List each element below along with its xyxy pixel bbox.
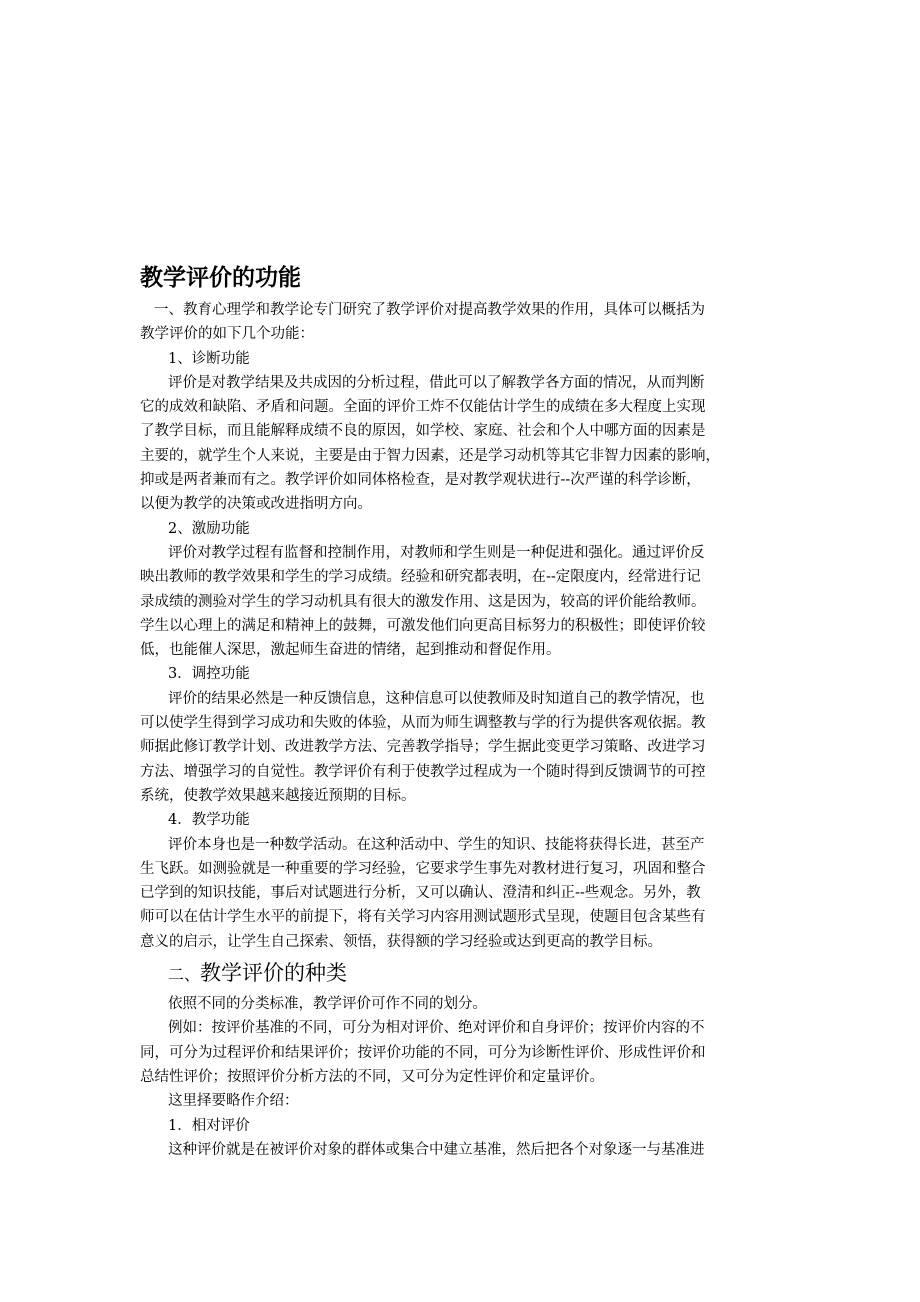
paragraph-line: 依照不同的分类标准，教学评价可作不同的划分。 [168, 996, 487, 1013]
paragraph-line: 师据此修订教学计划、改进教学方法、完善教学指导；学生据此变更学习策略、改进学习 [140, 739, 706, 756]
paragraph-line: 同，可分为过程评价和结果评价；按评价功能的不同，可分为诊断性评价、形成性评价和 [140, 1044, 706, 1061]
paragraph-line: 方法、增强学习的自觉性。教学评价有利于使教学过程成为一个随时得到反馈调节的可控 [140, 763, 706, 780]
paragraph-line: 师可以在估计学生水平的前提下，将有关学习内容用测试题形式呈现，使题目包含某些有 [140, 909, 706, 926]
paragraph-line: 以便为教学的决策或改进指明方向。 [140, 496, 372, 513]
paragraph-line: 系统，使教学效果越来越接近预期的目标。 [140, 787, 416, 804]
section-heading-motivation: 2、激励功能 [168, 520, 250, 537]
paragraph-line: 生飞跃。如测验就是一种重要的学习经验，它要求学生事先对教材进行复习，巩固和整合 [140, 860, 706, 877]
paragraph-line: 映出教师的教学效果和学生的学习成绩。经验和研究都表明，在--定限度内，经常进行记 [140, 569, 701, 586]
paragraph-line: 评价本身也是一种数学活动。在这种活动中、学生的知识、技能将获得长进，甚至产 [168, 836, 705, 853]
section-heading-types [140, 954, 785, 992]
subsection-heading-relative: 1．相对评价 [168, 1117, 250, 1134]
paragraph-line: 意义的启示，让学生自己探索、领悟，获得额的学习经验或达到更高的教学目标。 [140, 933, 662, 950]
paragraph-line: 主要的，就学生个人来说，主要是由于智力因素，还是学习动机等其它非智力因素的影响， [140, 447, 720, 464]
section-heading-regulation: 3．调控功能 [168, 666, 250, 683]
document-title: 教学评价的功能 [140, 265, 301, 291]
paragraph-line: 录成绩的测验对学生的学习动机具有很大的激发作用、这是因为，较高的评价能给教师。 [140, 593, 706, 610]
document-page [140, 262, 785, 1162]
section-number: 二、 [168, 965, 201, 985]
paragraph-line: 这种评价就是在被评价对象的群体或集合中建立基准，然后把各个对象逐一与基准进 [168, 1141, 705, 1158]
paragraph-line: 一、教育心理学和教学论专门研究了教学评价对提高教学效果的作用，具体可以概括为 [154, 302, 705, 318]
paragraph-line: 低，也能催人深思，激起师生奋进的情绪，起到推动和督促作用。 [140, 642, 561, 659]
paragraph-line: 可以使学生得到学习成功和失败的体验，从而为师生调整教与学的行为提供客观依据。教 [140, 715, 706, 732]
paragraph-line: 了教学目标，而且能解释成绩不良的原因，如学校、家庭、社会和个人中哪方面的因素是 [140, 423, 706, 440]
section-title: 教学评价的种类 [200, 961, 348, 986]
paragraph-line: 评价是对教学结果及共成因的分析过程，借此可以了解教学各方面的情况，从而判断 [168, 374, 705, 391]
paragraph-line: 已学到的知识技能，事后对试题进行分析，又可以确认、澄清和纠正--些观念。另外，教 [140, 885, 701, 902]
paragraph-line: 评价对教学过程有监督和控制作用，对教师和学生则是一种促进和强化。通过评价反 [168, 544, 705, 561]
paragraph-line: 这里择要略作介绍： [168, 1093, 299, 1110]
paragraph-line: 它的成效和缺陷、矛盾和问题。全面的评价工炸不仅能估计学生的成绩在多大程度上实现 [140, 399, 706, 416]
paragraph-line: 例如：按评价基准的不同，可分为相对评价、绝对评价和自身评价；按评价内容的不 [168, 1020, 705, 1037]
section-heading-teaching: 4．教学功能 [168, 812, 250, 829]
paragraph-line: 学生以心理上的满足和精神上的鼓舞，可激发他们向更高目标努力的积极性；即使评价较 [140, 617, 706, 634]
paragraph-line: 评价的结果必然是一种反馈信息，这种信息可以使教师及时知道自己的教学情况，也 [168, 690, 705, 707]
paragraph-line: 教学评价的如下几个功能： [140, 326, 314, 343]
section-heading-diagnosis: 1、诊断功能 [168, 350, 250, 367]
paragraph-line: 总结性评价；按照评价分析方法的不同，又可分为定性评价和定量评价。 [140, 1068, 604, 1085]
paragraph-line: 抑或是两者兼而有之。教学评价如同体格检查，是对教学观状进行--次严谨的科学诊断， [140, 472, 701, 489]
